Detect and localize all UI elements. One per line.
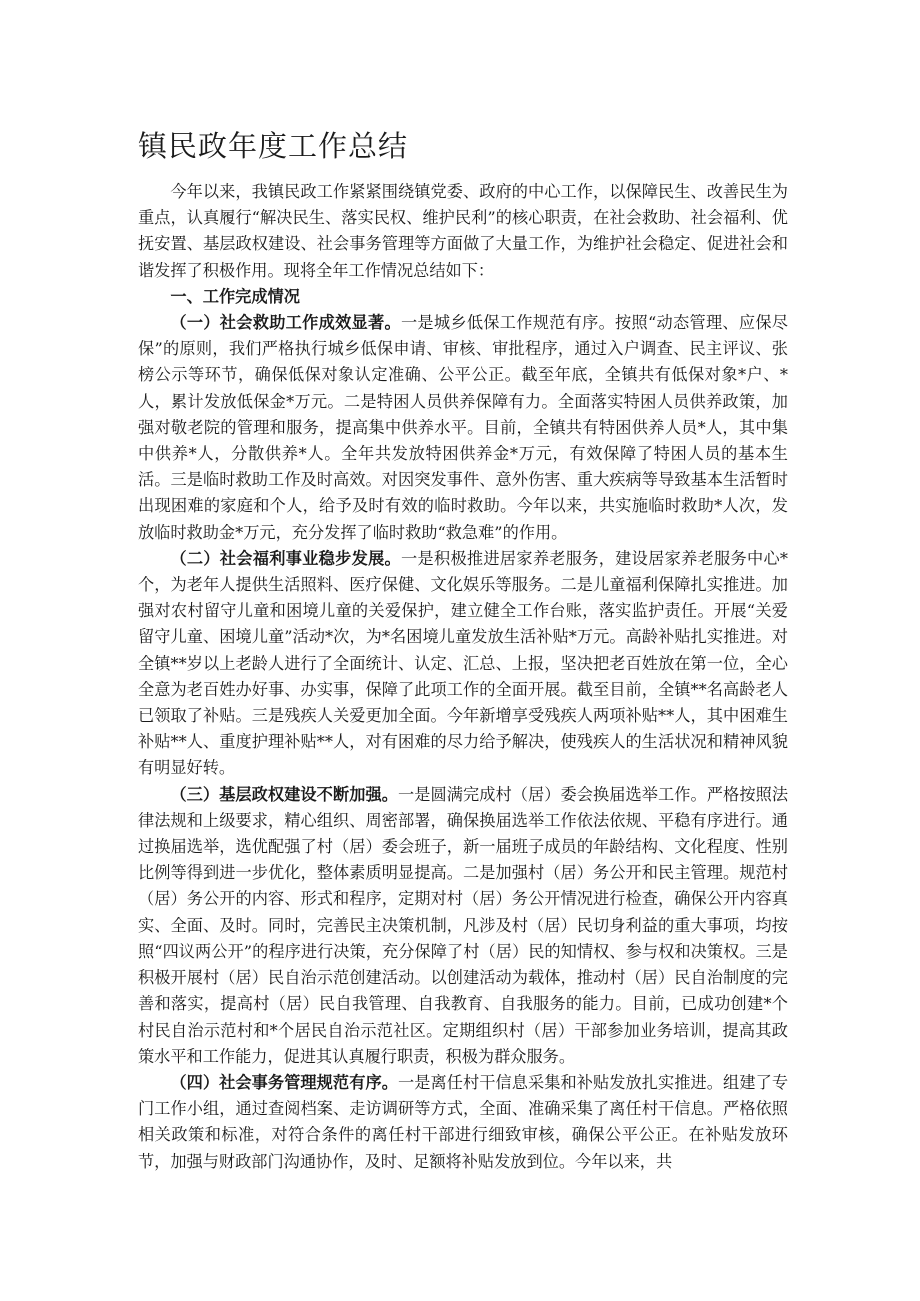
paragraph-lead: （二）社会福利事业稳步发展。 — [170, 548, 402, 568]
paragraph-lead: （三）基层政权建设不断加强。 — [170, 784, 398, 804]
paragraph-text: 一是城乡低保工作规范有序。按照“动态管理、应保尽保”的原则，我们严格执行城乡低保申请、审核、审批程序，通过入户调查、民主评议、张榜公示等环节，确保低保对象认定准确、公平公正。截至年底，全镇共有低保对象*户、*人，累计发放低保金*万元。二是特困人员供养保障有力。全面落实特困人员供养政策，加强对敬老院的管理和服务，提高集中供养水平。目前，全镇共有特困供养人员*人，其中集中供养*人，分散供养*人。全年共发放特困供养金*万元，有效保障了特困人员的基本生活。三是临时救助工作及时高效。对因突发事件、意外伤害、重大疾病等导致基本生活暂时出现困难的家庭和个人，给予及时有效的临时救助。今年以来，共实施临时救助*人次，发放临时救助金*万元，充分发挥了临时救助“救急难”的作用。 — [138, 313, 788, 542]
paragraph-lead: （四）社会事务管理规范有序。 — [170, 1072, 398, 1092]
section-heading: 一、工作完成情况 — [170, 286, 300, 306]
intro-paragraph: 今年以来，我镇民政工作紧紧围绕镇党委、政府的中心工作，以保障民生、改善民生为重点，认真履行“解决民生、落实民权、维护民利”的核心职责，在社会救助、社会福利、优抚安置、基层政权建设、社会事务管理等方面做了大量工作，为维护社会稳定、促进社会和谐发挥了积极作用。现将全年工作情况总结如下： — [138, 182, 788, 280]
paragraph-social-assistance — [138, 310, 788, 546]
document-title: 镇民政年度工作总结 — [138, 129, 409, 163]
paragraph-text: 一是圆满完成村（居）委会换届选举工作。严格按照法律法规和上级要求，精心组织、周密部署，确保换届选举工作依法依规、平稳有序进行。通过换届选举，选优配强了村（居）委会班子，新一届班子成员的年龄结构、文化程度、性别比例等得到进一步优化，整体素质明显提高。二是加强村（居）务公开和民主管理。规范村（居）务公开的内容、形式和程序，定期对村（居）务公开情况进行检查，确保公开内容真实、全面、及时。同时，完善民主决策机制，凡涉及村（居）民切身利益的重大事项，均按照“四议两公开”的程序进行决策，充分保障了村（居）民的知情权、参与权和决策权。三是积极开展村（居）民自治示范创建活动。以创建活动为载体，推动村（居）民自治制度的完善和落实，提高村（居）民自我管理、自我教育、自我服务的能力。目前，已成功创建*个村民自治示范村和*个居民自治示范社区。定期组织村（居）干部参加业务培训，提高其政策水平和工作能力，促进其认真履行职责，积极为群众服务。 — [138, 784, 789, 1066]
document-body — [138, 179, 788, 1175]
paragraph-grassroots-governance — [138, 782, 788, 1070]
paragraph-social-affairs — [138, 1070, 788, 1175]
paragraph-text: 一是离任村干信息采集和补贴发放扎实推进。组建了专门工作小组，通过查阅档案、走访调研等方式，全面、准确采集了离任村干信息。严格依照相关政策和标准，对符合条件的离任村干部进行细致审核，确保公平公正。在补贴发放环节，加强与财政部门沟通协作，及时、足额将补贴发放到位。今年以来，共 — [138, 1072, 789, 1171]
paragraph-lead: （一）社会救助工作成效显著。 — [170, 313, 401, 333]
paragraph-social-welfare — [138, 546, 788, 782]
paragraph-text: 一是积极推进居家养老服务，建设居家养老服务中心*个，为老年人提供生活照料、医疗保健、文化娱乐等服务。二是儿童福利保障扎实推进。加强对农村留守儿童和困境儿童的关爱保护，建立健全工作台账，落实监护责任。开展“关爱留守儿童、困境儿童”活动*次，为*名困境儿童发放生活补贴*万元。高龄补贴扎实推进。对全镇**岁以上老龄人进行了全面统计、认定、汇总、上报，坚决把老百姓放在第一位，全心全意为老百姓办好事、办实事，保障了此项工作的全面开展。截至目前，全镇**名高龄老人已领取了补贴。三是残疾人关爱更加全面。今年新增享受残疾人两项补贴**人，其中困难生补贴**人、重度护理补贴**人，对有困难的尽力给予解决，使残疾人的生活状况和精神风貌有明显好转。 — [138, 548, 789, 778]
